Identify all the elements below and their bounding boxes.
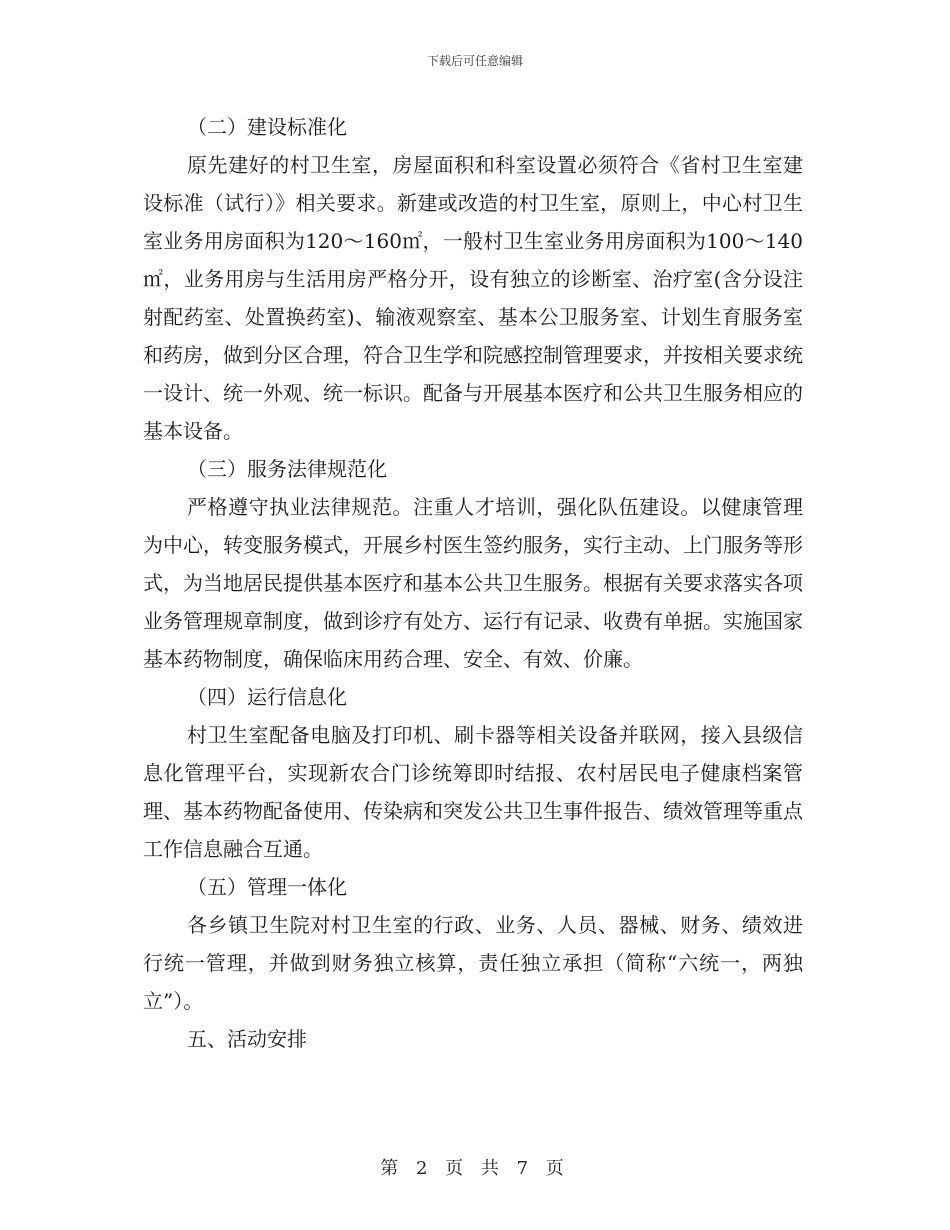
- paragraph-service: 严格遵守执业法律规范。注重人才培训，强化队伍建设。以健康管理为中心，转变服务模式，开展乡村医生签约服务，实行主动、上门服务等形式，为当地居民提供基本医疗和基本公共卫生服务。根据有关要求落实各项业务管理规章制度，做到诊疗有处方、运行有记录、收费有单据。实施国家基本药物制度，确保临床用药合理、安全、有效、价廉。: [143, 495, 803, 671]
- page-number-footer: 第 2 页 共 7 页: [380, 1158, 570, 1179]
- page-header-note: 下载后可任意编辑: [426, 54, 523, 68]
- section-heading-activities: 五、活动安排: [187, 1027, 307, 1051]
- section-heading-informatization: （四）运行信息化: [187, 685, 347, 709]
- section-heading-construction: （二）建设标准化: [187, 115, 347, 139]
- section-heading-management: （五）管理一体化: [187, 875, 347, 899]
- paragraph-construction: 原先建好的村卫生室，房屋面积和科室设置必须符合《省村卫生室建设标准（试行）》相关要求。新建或改造的村卫生室，原则上，中心村卫生室业务用房面积为120～160㎡，一般村卫生室业务用房面积为100～140㎡，业务用房与生活用房严格分开，设有独立的诊断室、治疗室(含分设注射配药室、处置换药室)、输液观察室、基本公卫服务室、计划生育服务室和药房，做到分区合理，符合卫生学和院感控制管理要求，并按相关要求统一设计、统一外观、统一标识。配备与开展基本医疗和公共卫生服务相应的基本设备。: [143, 153, 803, 443]
- paragraph-informatization: 村卫生室配备电脑及打印机、刷卡器等相关设备并联网，接入县级信息化管理平台，实现新农合门诊统筹即时结报、农村居民电子健康档案管理、基本药物配备使用、传染病和突发公共卫生事件报告、绩效管理等重点工作信息融合互通。: [143, 723, 803, 861]
- paragraph-management: 各乡镇卫生院对村卫生室的行政、业务、人员、器械、财务、绩效进行统一管理，并做到财务独立核算，责任独立承担（简称“六统一，两独立”）。: [143, 913, 803, 1013]
- section-heading-service: （三）服务法律规范化: [187, 457, 387, 481]
- document-body: [143, 108, 803, 1058]
